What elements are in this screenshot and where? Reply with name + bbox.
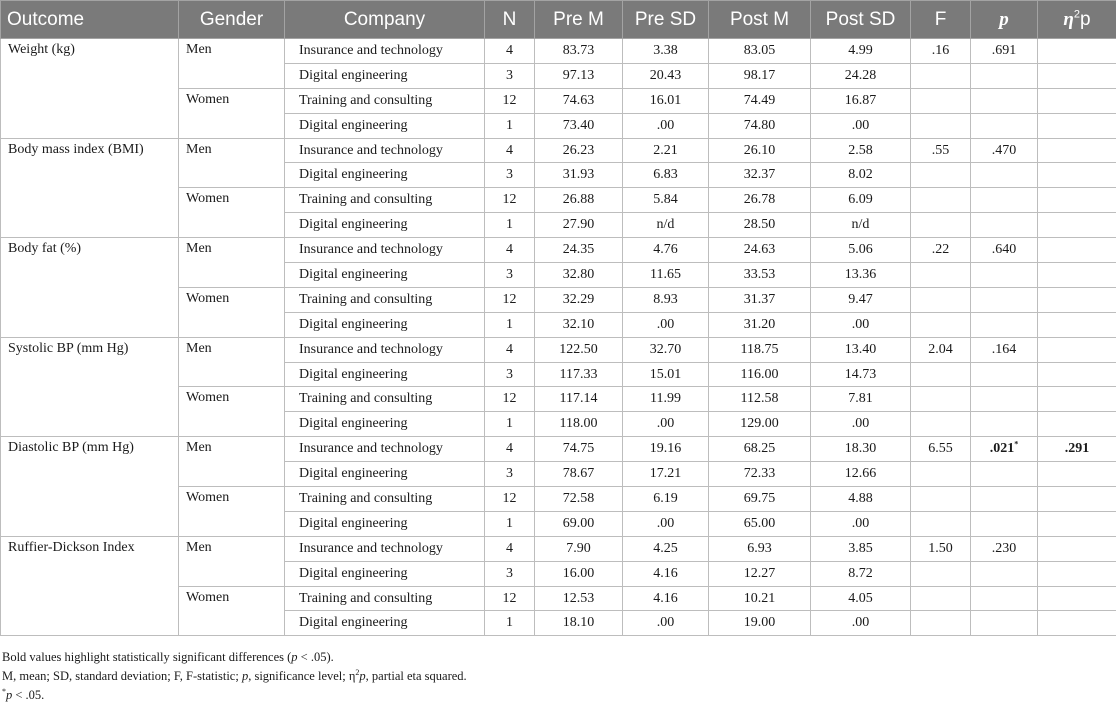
company-cell: Insurance and technology bbox=[285, 238, 485, 263]
note-bold: Bold values highlight statistically significant differences (p < .05). bbox=[2, 648, 467, 667]
p-cell: .164 bbox=[971, 337, 1038, 362]
post-sd-cell: 4.05 bbox=[811, 586, 911, 611]
f-cell bbox=[911, 163, 971, 188]
pre-sd-cell: 4.76 bbox=[623, 238, 709, 263]
eta-squared-cell bbox=[1038, 88, 1116, 113]
pre-sd-cell: 6.19 bbox=[623, 487, 709, 512]
n-cell: 1 bbox=[485, 113, 535, 138]
pre-m-cell: 74.75 bbox=[535, 437, 623, 462]
post-m-cell: 26.10 bbox=[709, 138, 811, 163]
n-cell: 4 bbox=[485, 238, 535, 263]
table-row bbox=[1, 238, 1116, 263]
p-cell bbox=[971, 113, 1038, 138]
pre-sd-cell: 11.99 bbox=[623, 387, 709, 412]
header-pre-m: Pre M bbox=[535, 1, 623, 39]
post-m-cell: 116.00 bbox=[709, 362, 811, 387]
pre-m-cell: 69.00 bbox=[535, 511, 623, 536]
post-m-cell: 12.27 bbox=[709, 561, 811, 586]
company-cell: Insurance and technology bbox=[285, 437, 485, 462]
pre-sd-cell: 16.01 bbox=[623, 88, 709, 113]
eta-squared-cell bbox=[1038, 163, 1116, 188]
p-cell bbox=[971, 611, 1038, 636]
company-cell: Digital engineering bbox=[285, 213, 485, 238]
pre-m-cell: 83.73 bbox=[535, 39, 623, 64]
header-post-sd: Post SD bbox=[811, 1, 911, 39]
table-notes bbox=[2, 648, 467, 705]
pre-m-cell: 73.40 bbox=[535, 113, 623, 138]
n-cell: 12 bbox=[485, 287, 535, 312]
pre-m-cell: 31.93 bbox=[535, 163, 623, 188]
company-cell: Insurance and technology bbox=[285, 337, 485, 362]
post-sd-cell: 18.30 bbox=[811, 437, 911, 462]
company-cell: Digital engineering bbox=[285, 412, 485, 437]
f-cell: 6.55 bbox=[911, 437, 971, 462]
post-m-cell: 74.49 bbox=[709, 88, 811, 113]
f-cell bbox=[911, 63, 971, 88]
note-abbreviations: M, mean; SD, standard deviation; F, F-statistic; p, significance level; $\eta^2p$, partial eta squared. bbox=[2, 667, 467, 686]
company-cell: Digital engineering bbox=[285, 163, 485, 188]
f-cell bbox=[911, 511, 971, 536]
eta-squared-cell bbox=[1038, 188, 1116, 213]
p-cell bbox=[971, 362, 1038, 387]
f-cell bbox=[911, 312, 971, 337]
company-cell: Digital engineering bbox=[285, 263, 485, 288]
f-cell: .22 bbox=[911, 238, 971, 263]
n-cell: 1 bbox=[485, 412, 535, 437]
post-m-cell: 19.00 bbox=[709, 611, 811, 636]
company-cell: Digital engineering bbox=[285, 611, 485, 636]
f-cell: 1.50 bbox=[911, 536, 971, 561]
p-cell bbox=[971, 412, 1038, 437]
pre-m-cell: 118.00 bbox=[535, 412, 623, 437]
pre-m-cell: 117.33 bbox=[535, 362, 623, 387]
outcome-cell: Ruffier-Dickson Index bbox=[1, 536, 179, 636]
f-cell bbox=[911, 188, 971, 213]
pre-m-cell: 16.00 bbox=[535, 561, 623, 586]
pre-sd-cell: 11.65 bbox=[623, 263, 709, 288]
p-cell bbox=[971, 312, 1038, 337]
company-cell: Training and consulting bbox=[285, 88, 485, 113]
post-m-cell: 74.80 bbox=[709, 113, 811, 138]
pre-sd-cell: .00 bbox=[623, 113, 709, 138]
p-cell: .021* bbox=[971, 437, 1038, 462]
p-cell: .230 bbox=[971, 536, 1038, 561]
company-cell: Digital engineering bbox=[285, 113, 485, 138]
pre-sd-cell: 3.38 bbox=[623, 39, 709, 64]
post-sd-cell: 16.87 bbox=[811, 88, 911, 113]
pre-sd-cell: 2.21 bbox=[623, 138, 709, 163]
gender-cell: Men bbox=[179, 138, 285, 188]
pre-sd-cell: 19.16 bbox=[623, 437, 709, 462]
p-cell bbox=[971, 586, 1038, 611]
company-cell: Digital engineering bbox=[285, 362, 485, 387]
n-cell: 4 bbox=[485, 138, 535, 163]
outcome-cell: Diastolic BP (mm Hg) bbox=[1, 437, 179, 537]
header-outcome: Outcome bbox=[1, 1, 179, 39]
eta-squared-cell bbox=[1038, 113, 1116, 138]
p-cell bbox=[971, 263, 1038, 288]
company-cell: Digital engineering bbox=[285, 561, 485, 586]
post-sd-cell: .00 bbox=[811, 312, 911, 337]
table-row bbox=[1, 337, 1116, 362]
p-cell: .470 bbox=[971, 138, 1038, 163]
table-row bbox=[1, 39, 1116, 64]
n-cell: 12 bbox=[485, 188, 535, 213]
f-cell bbox=[911, 611, 971, 636]
n-cell: 12 bbox=[485, 387, 535, 412]
f-cell bbox=[911, 113, 971, 138]
post-m-cell: 24.63 bbox=[709, 238, 811, 263]
post-sd-cell: .00 bbox=[811, 611, 911, 636]
pre-m-cell: 72.58 bbox=[535, 487, 623, 512]
n-cell: 1 bbox=[485, 511, 535, 536]
company-cell: Training and consulting bbox=[285, 586, 485, 611]
f-cell bbox=[911, 462, 971, 487]
pre-sd-cell: 4.25 bbox=[623, 536, 709, 561]
post-m-cell: 68.25 bbox=[709, 437, 811, 462]
header-row bbox=[1, 1, 1116, 39]
p-cell: .691 bbox=[971, 39, 1038, 64]
post-m-cell: 6.93 bbox=[709, 536, 811, 561]
eta-squared-cell bbox=[1038, 412, 1116, 437]
post-sd-cell: 4.99 bbox=[811, 39, 911, 64]
pre-sd-cell: .00 bbox=[623, 611, 709, 636]
header-f: F bbox=[911, 1, 971, 39]
gender-cell: Women bbox=[179, 188, 285, 238]
header-gender: Gender bbox=[179, 1, 285, 39]
post-sd-cell: 8.02 bbox=[811, 163, 911, 188]
pre-sd-cell: 4.16 bbox=[623, 561, 709, 586]
outcome-cell: Weight (kg) bbox=[1, 39, 179, 139]
n-cell: 12 bbox=[485, 88, 535, 113]
post-m-cell: 112.58 bbox=[709, 387, 811, 412]
company-cell: Insurance and technology bbox=[285, 39, 485, 64]
pre-sd-cell: 4.16 bbox=[623, 586, 709, 611]
f-cell bbox=[911, 287, 971, 312]
n-cell: 3 bbox=[485, 63, 535, 88]
eta-squared-cell bbox=[1038, 138, 1116, 163]
gender-cell: Women bbox=[179, 287, 285, 337]
gender-cell: Women bbox=[179, 88, 285, 138]
pre-sd-cell: 8.93 bbox=[623, 287, 709, 312]
f-cell: .55 bbox=[911, 138, 971, 163]
n-cell: 3 bbox=[485, 362, 535, 387]
eta-squared-cell: .291 bbox=[1038, 437, 1116, 462]
p-cell: .640 bbox=[971, 238, 1038, 263]
n-cell: 4 bbox=[485, 536, 535, 561]
post-m-cell: 31.37 bbox=[709, 287, 811, 312]
f-cell bbox=[911, 387, 971, 412]
pre-m-cell: 18.10 bbox=[535, 611, 623, 636]
post-sd-cell: .00 bbox=[811, 511, 911, 536]
company-cell: Training and consulting bbox=[285, 287, 485, 312]
post-sd-cell: 14.73 bbox=[811, 362, 911, 387]
n-cell: 4 bbox=[485, 39, 535, 64]
post-m-cell: 33.53 bbox=[709, 263, 811, 288]
pre-sd-cell: 17.21 bbox=[623, 462, 709, 487]
p-cell bbox=[971, 63, 1038, 88]
n-cell: 1 bbox=[485, 213, 535, 238]
eta-squared-cell bbox=[1038, 63, 1116, 88]
gender-cell: Men bbox=[179, 437, 285, 487]
gender-cell: Men bbox=[179, 238, 285, 288]
post-sd-cell: 7.81 bbox=[811, 387, 911, 412]
company-cell: Insurance and technology bbox=[285, 536, 485, 561]
eta-squared-cell bbox=[1038, 487, 1116, 512]
post-m-cell: 129.00 bbox=[709, 412, 811, 437]
post-m-cell: 83.05 bbox=[709, 39, 811, 64]
n-cell: 3 bbox=[485, 263, 535, 288]
pre-m-cell: 32.80 bbox=[535, 263, 623, 288]
pre-sd-cell: 20.43 bbox=[623, 63, 709, 88]
post-sd-cell: .00 bbox=[811, 412, 911, 437]
pre-m-cell: 27.90 bbox=[535, 213, 623, 238]
table-row bbox=[1, 437, 1116, 462]
outcome-cell: Body mass index (BMI) bbox=[1, 138, 179, 238]
header-n: N bbox=[485, 1, 535, 39]
company-cell: Digital engineering bbox=[285, 312, 485, 337]
gender-cell: Women bbox=[179, 387, 285, 437]
pre-sd-cell: .00 bbox=[623, 312, 709, 337]
company-cell: Training and consulting bbox=[285, 387, 485, 412]
p-cell bbox=[971, 387, 1038, 412]
post-sd-cell: 3.85 bbox=[811, 536, 911, 561]
p-cell bbox=[971, 188, 1038, 213]
post-sd-cell: 9.47 bbox=[811, 287, 911, 312]
pre-sd-cell: 5.84 bbox=[623, 188, 709, 213]
eta-squared-cell bbox=[1038, 362, 1116, 387]
post-sd-cell: 2.58 bbox=[811, 138, 911, 163]
post-sd-cell: 13.40 bbox=[811, 337, 911, 362]
eta-squared-cell bbox=[1038, 312, 1116, 337]
pre-m-cell: 26.88 bbox=[535, 188, 623, 213]
f-cell bbox=[911, 487, 971, 512]
f-cell bbox=[911, 263, 971, 288]
pre-m-cell: 74.63 bbox=[535, 88, 623, 113]
pre-sd-cell: 32.70 bbox=[623, 337, 709, 362]
pre-m-cell: 32.29 bbox=[535, 287, 623, 312]
gender-cell: Women bbox=[179, 586, 285, 636]
pre-sd-cell: n/d bbox=[623, 213, 709, 238]
f-cell: 2.04 bbox=[911, 337, 971, 362]
pre-sd-cell: 15.01 bbox=[623, 362, 709, 387]
table-body bbox=[1, 39, 1116, 636]
outcome-cell: Systolic BP (mm Hg) bbox=[1, 337, 179, 437]
pre-m-cell: 117.14 bbox=[535, 387, 623, 412]
post-sd-cell: 8.72 bbox=[811, 561, 911, 586]
p-cell bbox=[971, 163, 1038, 188]
n-cell: 12 bbox=[485, 487, 535, 512]
f-cell bbox=[911, 412, 971, 437]
f-cell bbox=[911, 213, 971, 238]
eta-squared-cell bbox=[1038, 287, 1116, 312]
post-m-cell: 118.75 bbox=[709, 337, 811, 362]
post-m-cell: 26.78 bbox=[709, 188, 811, 213]
header-post-m: Post M bbox=[709, 1, 811, 39]
n-cell: 3 bbox=[485, 561, 535, 586]
p-cell bbox=[971, 287, 1038, 312]
pre-m-cell: 7.90 bbox=[535, 536, 623, 561]
pre-m-cell: 122.50 bbox=[535, 337, 623, 362]
n-cell: 4 bbox=[485, 337, 535, 362]
company-cell: Digital engineering bbox=[285, 63, 485, 88]
eta-squared-cell bbox=[1038, 511, 1116, 536]
post-m-cell: 28.50 bbox=[709, 213, 811, 238]
eta-squared-cell bbox=[1038, 39, 1116, 64]
company-cell: Training and consulting bbox=[285, 487, 485, 512]
post-sd-cell: 13.36 bbox=[811, 263, 911, 288]
header-company: Company bbox=[285, 1, 485, 39]
post-m-cell: 72.33 bbox=[709, 462, 811, 487]
f-cell bbox=[911, 561, 971, 586]
eta-squared-cell bbox=[1038, 238, 1116, 263]
p-cell bbox=[971, 561, 1038, 586]
eta-squared-cell bbox=[1038, 586, 1116, 611]
f-cell bbox=[911, 362, 971, 387]
post-sd-cell: 6.09 bbox=[811, 188, 911, 213]
company-cell: Training and consulting bbox=[285, 188, 485, 213]
post-m-cell: 10.21 bbox=[709, 586, 811, 611]
gender-cell: Men bbox=[179, 536, 285, 586]
header-pre-sd: Pre SD bbox=[623, 1, 709, 39]
n-cell: 1 bbox=[485, 611, 535, 636]
eta-squared-cell bbox=[1038, 337, 1116, 362]
f-cell bbox=[911, 88, 971, 113]
eta-squared-cell bbox=[1038, 263, 1116, 288]
post-m-cell: 32.37 bbox=[709, 163, 811, 188]
pre-m-cell: 78.67 bbox=[535, 462, 623, 487]
pre-m-cell: 32.10 bbox=[535, 312, 623, 337]
n-cell: 1 bbox=[485, 312, 535, 337]
eta-squared-cell bbox=[1038, 536, 1116, 561]
n-cell: 4 bbox=[485, 437, 535, 462]
pre-sd-cell: .00 bbox=[623, 511, 709, 536]
table-row bbox=[1, 536, 1116, 561]
pre-sd-cell: 6.83 bbox=[623, 163, 709, 188]
pre-m-cell: 24.35 bbox=[535, 238, 623, 263]
header-p: p bbox=[971, 1, 1038, 39]
post-sd-cell: n/d bbox=[811, 213, 911, 238]
gender-cell: Women bbox=[179, 487, 285, 537]
post-sd-cell: .00 bbox=[811, 113, 911, 138]
f-cell: .16 bbox=[911, 39, 971, 64]
outcome-cell: Body fat (%) bbox=[1, 238, 179, 338]
n-cell: 3 bbox=[485, 163, 535, 188]
company-cell: Insurance and technology bbox=[285, 138, 485, 163]
eta-squared-cell bbox=[1038, 561, 1116, 586]
table-row bbox=[1, 138, 1116, 163]
gender-cell: Men bbox=[179, 337, 285, 387]
header-eta-squared: $\eta^2p$ bbox=[1038, 1, 1116, 39]
eta-squared-cell bbox=[1038, 462, 1116, 487]
post-sd-cell: 4.88 bbox=[811, 487, 911, 512]
company-cell: Digital engineering bbox=[285, 511, 485, 536]
n-cell: 3 bbox=[485, 462, 535, 487]
post-sd-cell: 24.28 bbox=[811, 63, 911, 88]
eta-squared-cell bbox=[1038, 213, 1116, 238]
f-cell bbox=[911, 586, 971, 611]
company-cell: Digital engineering bbox=[285, 462, 485, 487]
p-cell bbox=[971, 511, 1038, 536]
note-significance: *p < .05. bbox=[2, 686, 467, 705]
post-m-cell: 31.20 bbox=[709, 312, 811, 337]
pre-m-cell: 26.23 bbox=[535, 138, 623, 163]
pre-m-cell: 12.53 bbox=[535, 586, 623, 611]
eta-squared-cell bbox=[1038, 387, 1116, 412]
p-cell bbox=[971, 88, 1038, 113]
post-m-cell: 69.75 bbox=[709, 487, 811, 512]
post-m-cell: 65.00 bbox=[709, 511, 811, 536]
post-sd-cell: 12.66 bbox=[811, 462, 911, 487]
pre-m-cell: 97.13 bbox=[535, 63, 623, 88]
p-cell bbox=[971, 213, 1038, 238]
post-m-cell: 98.17 bbox=[709, 63, 811, 88]
n-cell: 12 bbox=[485, 586, 535, 611]
pre-sd-cell: .00 bbox=[623, 412, 709, 437]
post-sd-cell: 5.06 bbox=[811, 238, 911, 263]
p-cell bbox=[971, 462, 1038, 487]
p-cell bbox=[971, 487, 1038, 512]
eta-squared-cell bbox=[1038, 611, 1116, 636]
gender-cell: Men bbox=[179, 39, 285, 89]
